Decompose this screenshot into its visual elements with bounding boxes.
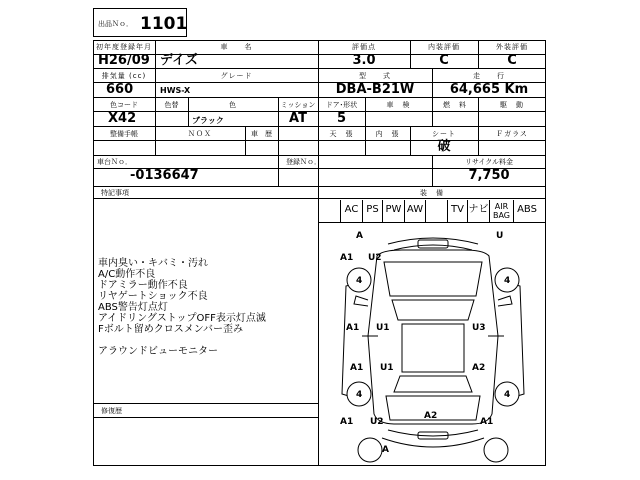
label-equipment: 装 備 bbox=[420, 189, 444, 197]
equipment-row bbox=[340, 200, 540, 222]
value-exterior: C bbox=[507, 53, 517, 68]
equip-ps: PS bbox=[363, 200, 383, 222]
note-line: ドアミラー動作不良 bbox=[98, 280, 188, 291]
label-transmission: ミッション bbox=[280, 101, 316, 109]
label-color-code: 色コード bbox=[110, 101, 138, 109]
label-first-reg: 初年度登録年月 bbox=[96, 43, 152, 51]
label-color: 色 bbox=[229, 101, 237, 109]
value-color: ブラック bbox=[192, 116, 224, 125]
note-line: Fボルト留めクロスメンバー歪み bbox=[98, 324, 244, 335]
label-history: 車 歴 bbox=[251, 130, 272, 138]
note-line: アラウンドビューモニター bbox=[98, 346, 218, 357]
value-car-name: デイズ bbox=[160, 53, 198, 68]
damage-mark: A bbox=[356, 231, 363, 241]
label-recycle: リサイクル料金 bbox=[464, 158, 514, 166]
damage-mark: U bbox=[496, 231, 504, 241]
value-color-code: X42 bbox=[108, 111, 137, 126]
value-displacement: 660 bbox=[106, 82, 134, 97]
value-interior: C bbox=[439, 53, 449, 68]
note-line: ABS警告灯点灯 bbox=[98, 302, 168, 313]
label-chassis: 車台Ｎｏ． bbox=[97, 158, 132, 166]
value-score: 3.0 bbox=[352, 53, 376, 68]
label-inspection: 車 検 bbox=[386, 101, 411, 109]
damage-mark: U1 bbox=[380, 363, 394, 373]
damage-mark: A1 bbox=[340, 253, 354, 263]
label-exterior: 外装評価 bbox=[496, 43, 528, 51]
label-nox: ＮＯＸ bbox=[188, 130, 212, 138]
label-fuel: 燃 料 bbox=[443, 101, 467, 109]
label-interior-trim: 内 張 bbox=[375, 130, 400, 138]
value-grade: HWS-X bbox=[160, 86, 191, 95]
label-manual: 整備手帳 bbox=[110, 130, 138, 138]
label-model: 型 式 bbox=[359, 72, 391, 80]
note-line: A/C動作不良 bbox=[98, 269, 156, 280]
value-chassis: -0136647 bbox=[130, 168, 199, 183]
label-mileage: 走 行 bbox=[473, 72, 505, 80]
label-repair: 修復歴 bbox=[101, 407, 122, 415]
damage-mark: A1 bbox=[480, 417, 494, 427]
label-doors: ドア･形状 bbox=[325, 101, 358, 109]
damage-mark: U2 bbox=[368, 253, 382, 263]
damage-mark: 4 bbox=[356, 390, 363, 400]
value-model: DBA-B21W bbox=[335, 82, 415, 97]
damage-mark: 4 bbox=[356, 276, 363, 286]
note-line: 車内臭い・キバミ・汚れ bbox=[98, 258, 208, 269]
label-fglass: Ｆガラス bbox=[496, 130, 528, 138]
note-line: アイドリングストップOFF表示灯点滅 bbox=[98, 313, 266, 324]
label-sunroof: 天 張 bbox=[329, 130, 354, 138]
value-mileage: 64,665 Km bbox=[449, 82, 529, 97]
damage-mark: A1 bbox=[346, 323, 360, 333]
label-interior: 内装評価 bbox=[428, 43, 460, 51]
label-displacement: 排気量 (cc) bbox=[101, 72, 147, 80]
lot-number-label: 出品Ｎｏ． bbox=[98, 20, 133, 28]
equip-tv: TV bbox=[448, 200, 468, 222]
damage-mark: A bbox=[382, 445, 389, 455]
note-line bbox=[98, 335, 266, 346]
damage-mark: U1 bbox=[376, 323, 390, 333]
label-color-tone: 色替 bbox=[164, 101, 179, 109]
label-reg: 登録Ｎｏ． bbox=[286, 158, 321, 166]
value-seat: 破 bbox=[437, 139, 451, 154]
damage-mark: A1 bbox=[340, 417, 354, 427]
label-drive: 駆 動 bbox=[500, 101, 524, 109]
car-damage-diagram bbox=[322, 224, 544, 464]
equip-abs: ABS bbox=[517, 204, 537, 215]
lot-number-value: 1101 bbox=[140, 14, 188, 34]
damage-mark: A2 bbox=[472, 363, 486, 373]
value-doors: 5 bbox=[336, 111, 347, 126]
value-recycle: 7,750 bbox=[468, 168, 510, 183]
equip-pw: PW bbox=[383, 200, 405, 222]
damage-mark: A1 bbox=[350, 363, 364, 373]
value-transmission: AT bbox=[289, 111, 307, 126]
notes-list bbox=[98, 258, 266, 357]
label-seat: シート bbox=[432, 130, 456, 138]
damage-mark: U2 bbox=[370, 417, 384, 427]
label-car-name: 車 名 bbox=[220, 43, 253, 51]
value-first-reg: H26/09 bbox=[98, 53, 150, 68]
equip-blank bbox=[426, 200, 448, 222]
damage-mark: 4 bbox=[504, 390, 511, 400]
equip-airbag: AIR BAG bbox=[490, 200, 514, 222]
equip-aw: AW bbox=[405, 200, 426, 222]
note-line: リヤゲートショック不良 bbox=[98, 291, 208, 302]
label-grade: グレード bbox=[220, 72, 253, 80]
damage-mark: A2 bbox=[424, 411, 438, 421]
equip-navi: ナビ bbox=[468, 200, 490, 222]
label-score: 評価点 bbox=[352, 43, 376, 51]
equip-ac: AC bbox=[341, 200, 363, 222]
damage-mark: U3 bbox=[472, 323, 486, 333]
label-notes: 特記事項 bbox=[101, 189, 129, 197]
damage-mark: 4 bbox=[504, 276, 511, 286]
